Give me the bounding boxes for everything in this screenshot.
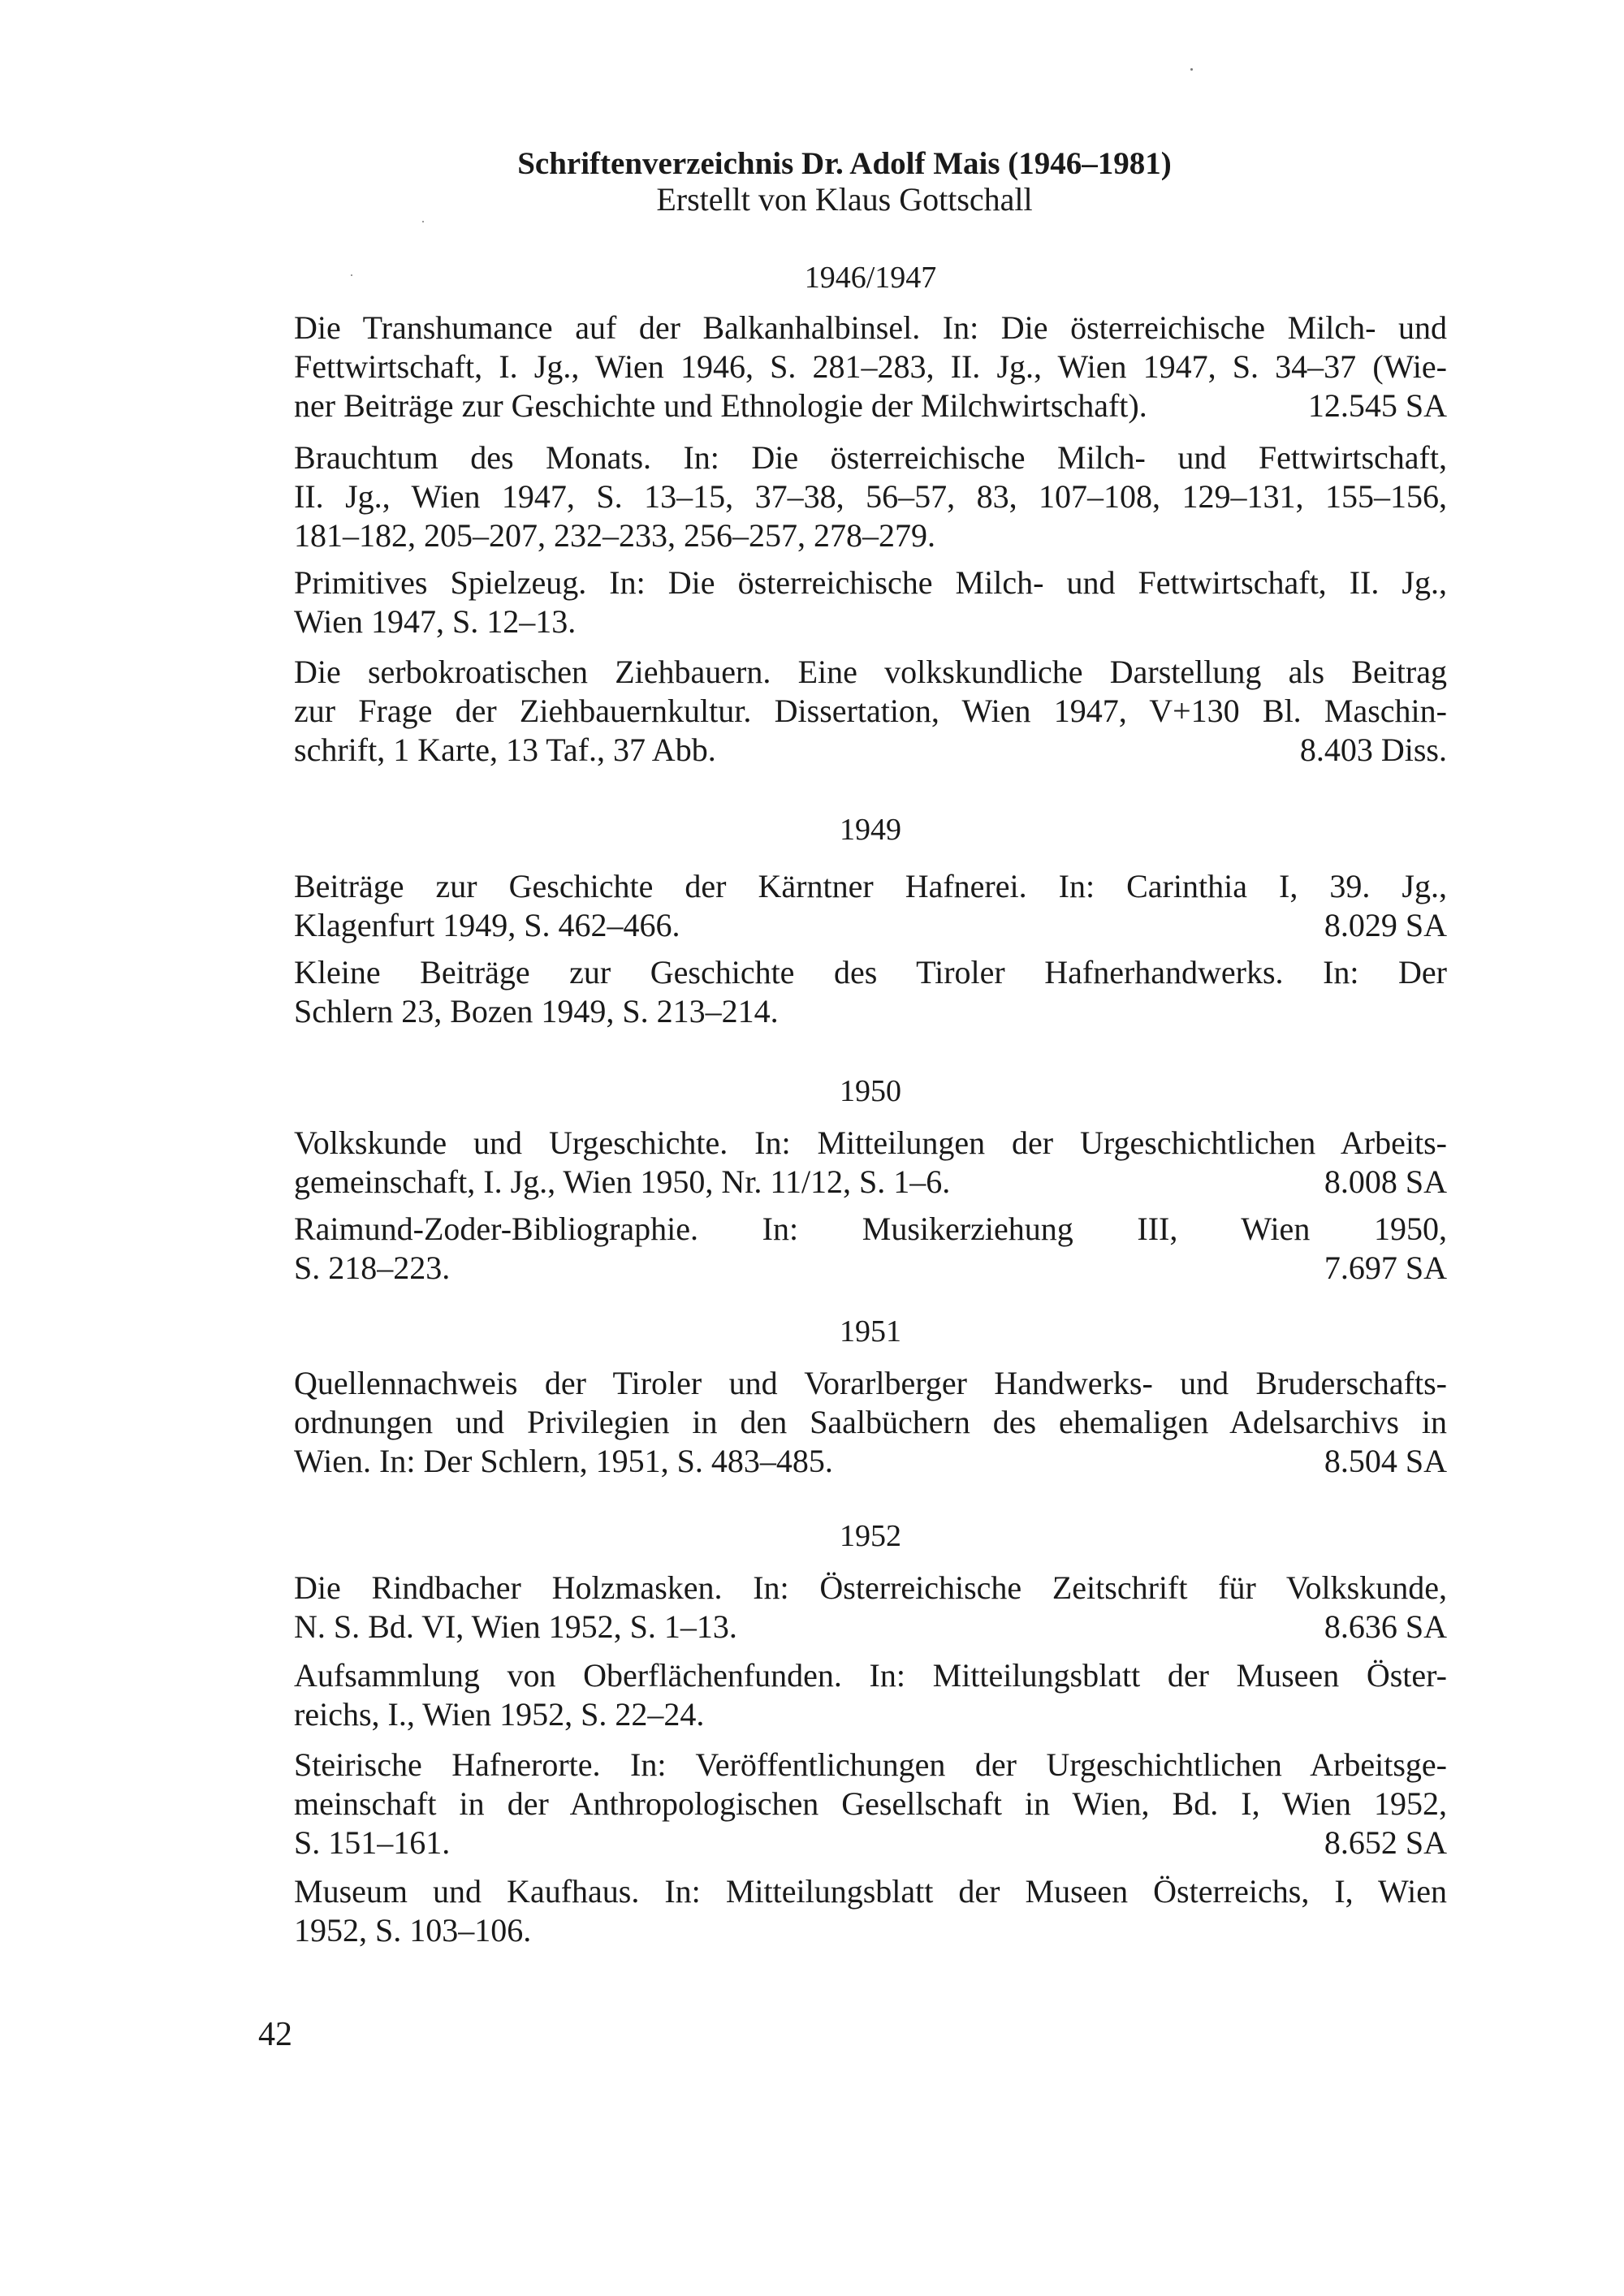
scan-speck [351,274,352,276]
entry-line: meinschaft in der Anthropologischen Gesellschaft in Wien, Bd. I, Wien 1952, [294,1785,1447,1822]
entry-line: Primitives Spielzeug. In: Die österreichische Milch- und Fettwirtschaft, II. Jg., [294,564,1447,601]
entry-line: Wien. In: Der Schlern, 1951, S. 483–485. [294,1443,833,1479]
entry-last-line [294,1608,1447,1646]
page-title: Schriftenverzeichnis Dr. Adolf Mais (1946–1981) [517,146,1172,181]
entry-last-line [294,906,1447,945]
entry-line: Volkskunde und Urgeschichte. In: Mitteilungen der Urgeschichtlichen Arbeits- [294,1124,1447,1161]
bibliography-entry [294,1656,1447,1734]
library-signature: 8.029 SA [1324,907,1447,943]
library-signature: 8.636 SA [1324,1608,1447,1645]
bibliography-entry [294,438,1447,555]
entry-line: Die Rindbacher Holzmasken. In: Österreichische Zeitschrift für Volkskunde, [294,1569,1447,1606]
entry-line: zur Frage der Ziehbauernkultur. Dissertation, Wien 1947, V+130 Bl. Maschin- [294,693,1447,729]
library-signature: 8.504 SA [1324,1443,1447,1479]
entry-line: ordnungen und Privilegien in den Saalbüchern des ehemaligen Adelsarchivs in [294,1404,1447,1440]
bibliography-entry [294,1124,1447,1202]
scan-speck [422,221,424,222]
bibliography-entry [294,1872,1447,1950]
entry-line: S. 218–223. [294,1249,451,1286]
entry-line: Wien 1947, S. 12–13. [294,603,577,640]
entry-line: Aufsammlung von Oberflächenfunden. In: Mitteilungsblatt der Museen Öster- [294,1657,1447,1694]
entry-line: Quellennachweis der Tiroler und Vorarlberger Handwerks- und Bruderschafts- [294,1365,1447,1401]
entry-line: Kleine Beiträge zur Geschichte des Tiroler Hafnerhandwerks. In: Der [294,954,1447,990]
library-signature: 8.403 Diss. [1299,732,1447,768]
page-number: 42 [258,2016,292,2053]
entry-line: Fettwirtschaft, I. Jg., Wien 1946, S. 281–283, II. Jg., Wien 1947, S. 34–37 (Wie- [294,348,1447,385]
entry-last-line [294,386,1447,425]
entry-line: Brauchtum des Monats. In: Die österreichische Milch- und Fettwirtschaft, [294,439,1447,476]
entry-line: Die Transhumance auf der Balkanhalbinsel. In: Die österreichische Milch- und [294,309,1447,346]
year-heading-1951: 1951 [840,1314,901,1349]
entry-line: gemeinschaft, I. Jg., Wien 1950, Nr. 11/12, S. 1–6. [294,1163,951,1200]
library-signature: 12.545 SA [1307,387,1447,424]
entry-last-line [294,1249,1447,1288]
scan-speck [1190,68,1193,71]
entry-line: Steirische Hafnerorte. In: Veröffentlichungen der Urgeschichtlichen Arbeitsge- [294,1746,1447,1783]
bibliography-entry [294,563,1447,641]
entry-last-line [294,1163,1447,1202]
entry-line: II. Jg., Wien 1947, S. 13–15, 37–38, 56–57, 83, 107–108, 129–131, 155–156, [294,478,1447,515]
bibliography-entry [294,953,1447,1031]
entry-line: N. S. Bd. VI, Wien 1952, S. 1–13. [294,1608,737,1645]
entry-line: schrift, 1 Karte, 13 Taf., 37 Abb. [294,732,716,768]
entry-last-line [294,1442,1447,1481]
year-heading-1946-1947: 1946/1947 [804,261,937,295]
bibliography-entry [294,1746,1447,1862]
entry-line: Klagenfurt 1949, S. 462–466. [294,907,680,943]
entry-line: 181–182, 205–207, 232–233, 256–257, 278–279. [294,517,935,554]
entry-last-line [294,731,1447,770]
page-subtitle: Erstellt von Klaus Gottschall [656,181,1033,218]
entry-line: Museum und Kaufhaus. In: Mitteilungsblatt der Museen Österreichs, I, Wien [294,1873,1447,1910]
bibliography-entry [294,1569,1447,1646]
entry-line: Die serbokroatischen Ziehbauern. Eine volkskundliche Darstellung als Beitrag [294,654,1447,690]
year-heading-1950: 1950 [840,1074,901,1108]
bibliography-entry [294,653,1447,770]
entry-line: Raimund-Zoder-Bibliographie. In: Musikerziehung III, Wien 1950, [294,1211,1447,1247]
entry-line: reichs, I., Wien 1952, S. 22–24. [294,1696,705,1733]
entry-last-line [294,1823,1447,1862]
entry-line: Beiträge zur Geschichte der Kärntner Hafnerei. In: Carinthia I, 39. Jg., [294,868,1447,904]
entry-line: S. 151–161. [294,1824,451,1861]
library-signature: 7.697 SA [1324,1249,1447,1286]
year-heading-1949: 1949 [840,813,901,847]
bibliography-entry [294,309,1447,425]
library-signature: 8.652 SA [1324,1824,1447,1861]
year-heading-1952: 1952 [840,1519,901,1553]
library-signature: 8.008 SA [1324,1163,1447,1200]
entry-line: Schlern 23, Bozen 1949, S. 213–214. [294,993,779,1029]
entry-line: 1952, S. 103–106. [294,1912,532,1949]
entry-line: ner Beiträge zur Geschichte und Ethnologie der Milchwirtschaft). [294,387,1147,424]
bibliography-entry [294,867,1447,945]
bibliography-entry [294,1364,1447,1481]
bibliography-entry [294,1210,1447,1288]
